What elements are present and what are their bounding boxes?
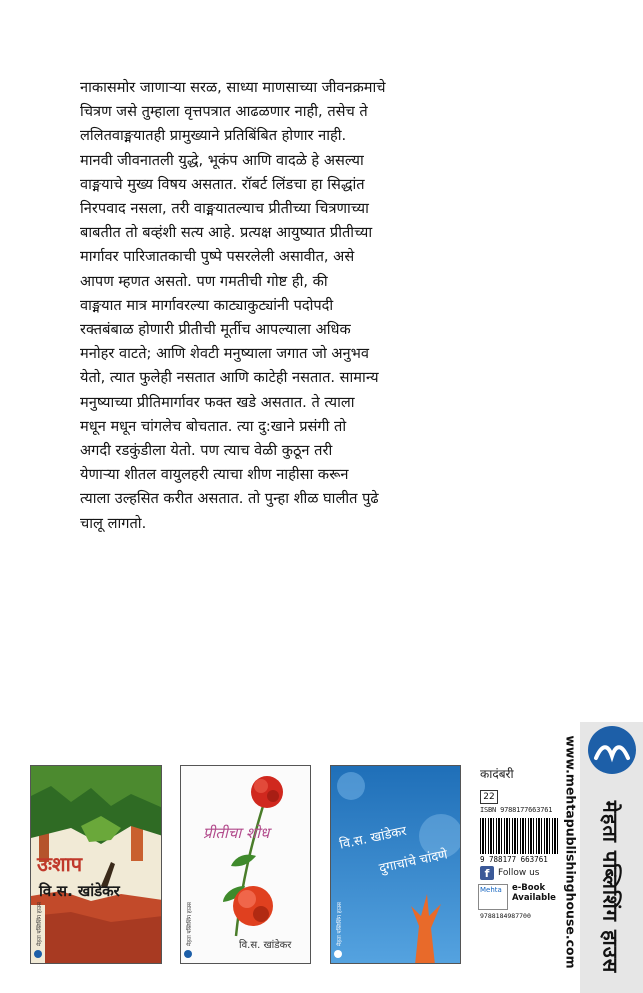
- website-url[interactable]: [564, 722, 578, 980]
- ebook-number: 9788184987700: [480, 912, 531, 920]
- blurb-line: मानवी जीवनातली युद्धे, भूकंप आणि वादळे हे असल्या: [80, 151, 364, 169]
- barcode-number: 9 788177 663761: [480, 855, 548, 864]
- blurb-line: मनुष्याच्या प्रीतिमार्गावर फक्त खडे असतात. ते त्याला: [80, 393, 355, 411]
- book-spine-publisher: मेहता पब्लिशिंग हाउस: [187, 902, 193, 946]
- blurb-line: त्याला उल्हसित करीत असतात. तो पुन्हा शीळ घालीत पुढे: [80, 490, 379, 508]
- ebook-available: [478, 884, 556, 910]
- back-cover-blurb: [80, 76, 490, 536]
- blurb-line: निरपवाद नसला, तरी वाङ्मयातल्याच प्रीतीच्या चित्रणाच्या: [80, 200, 369, 218]
- ebook-text: [512, 884, 556, 903]
- blurb-line: येणाऱ्या शीतल वायुलहरी त्याचा शीण नाहीसा करून: [80, 466, 349, 484]
- price-code: 22: [480, 790, 498, 804]
- book-cover-preeticha-shodh[interactable]: [180, 765, 311, 964]
- book-title: प्रीतीचा शोध: [203, 824, 270, 842]
- book-title: दुगाचांचे चांदणे: [377, 847, 449, 877]
- book-cover-art: [331, 766, 461, 964]
- blurb-line: मार्गावर पारिजातकाची पुष्पे पसरलेली असावीत, असे: [80, 248, 355, 266]
- blurb-line: वाङ्मयाचे मुख्य विषय असतात. रॉबर्ट लिंडचा हा सिद्धांत: [80, 175, 365, 193]
- blurb-line: रक्तबंबाळ होणारी प्रीतीची मूर्तीच आपल्याला अधिक: [80, 321, 351, 339]
- book-author: वि.स. खांडेकर: [239, 940, 292, 951]
- website-text: www.mehtapublishinghouse.com: [563, 735, 579, 969]
- book-cover-dugachanche-chandane[interactable]: [330, 765, 461, 964]
- ebook-label: e-Book: [512, 883, 546, 893]
- book-spine-publisher: मेहता पब्लिशिंग हाउस: [337, 902, 343, 946]
- genre-label: कादंबरी: [480, 767, 514, 781]
- blurb-line: नाकासमोर जाणाऱ्या सरळ, साध्या माणसाच्या जीवनक्रमाचे: [80, 79, 386, 96]
- book-spine-publisher: मेहता पब्लिशिंग हाउस: [37, 902, 43, 946]
- publisher-panel: [580, 722, 643, 993]
- book-title: उःशाप: [37, 852, 83, 876]
- blurb-line: वाङ्मयात मात्र मार्गावरल्या काट्याकुट्यांनी पदोपदी: [80, 296, 334, 314]
- book-cover-ushap[interactable]: [30, 765, 162, 964]
- blurb-line: चित्रण जसे तुम्हाला वृत्तपत्रात आढळणार नाही, तसेच ते: [80, 103, 368, 121]
- book-author: वि.स. खांडेकर: [39, 882, 120, 900]
- follow-us[interactable]: [480, 866, 539, 880]
- blurb-line: मनोहर वाटते; आणि शेवटी मनुष्याला जगात जो अनुभव: [80, 345, 370, 363]
- book-cover-art: [31, 766, 162, 964]
- facebook-icon: f: [480, 866, 494, 880]
- blurb-line: आपण म्हणत असतो. पण गमतीची गोष्ट ही, की: [80, 272, 328, 290]
- follow-us-label: Follow us: [498, 868, 540, 878]
- book-cover-art: [181, 766, 311, 964]
- blurb-line: बाबतीत तो बव्हंशी सत्य आहे. प्रत्यक्ष आयुष्यात प्रीतीच्या: [80, 224, 373, 242]
- blurb-line: चालू लागतो.: [80, 514, 147, 532]
- barcode: [480, 818, 558, 854]
- isbn-text: ISBN 9788177663761: [480, 806, 553, 814]
- book-author: वि.स. खांडेकर: [338, 823, 408, 853]
- publisher-logo-icon: [588, 726, 636, 774]
- ebook-available-label: Available: [512, 892, 556, 903]
- blurb-line: मधून मधून चांगलेच बोचतात. त्या दु:खाने प्रसंगी तो: [80, 417, 347, 435]
- publisher-name: मेहता पब्लिशिंग हाउस: [598, 800, 623, 974]
- blurb-line: ललितवाङ्मयातही प्रामुख्याने प्रतिबिंबित होणार नाही.: [80, 127, 347, 145]
- mehta-mini-logo: Mehta: [478, 884, 508, 910]
- blurb-line: येतो, त्यात फुलेही नसतात आणि काटेही नसतात. सामान्य: [80, 369, 379, 387]
- blurb-line: अगदी रडकुंडीला येतो. पण त्याच वेळी कुठून तरी: [80, 442, 333, 460]
